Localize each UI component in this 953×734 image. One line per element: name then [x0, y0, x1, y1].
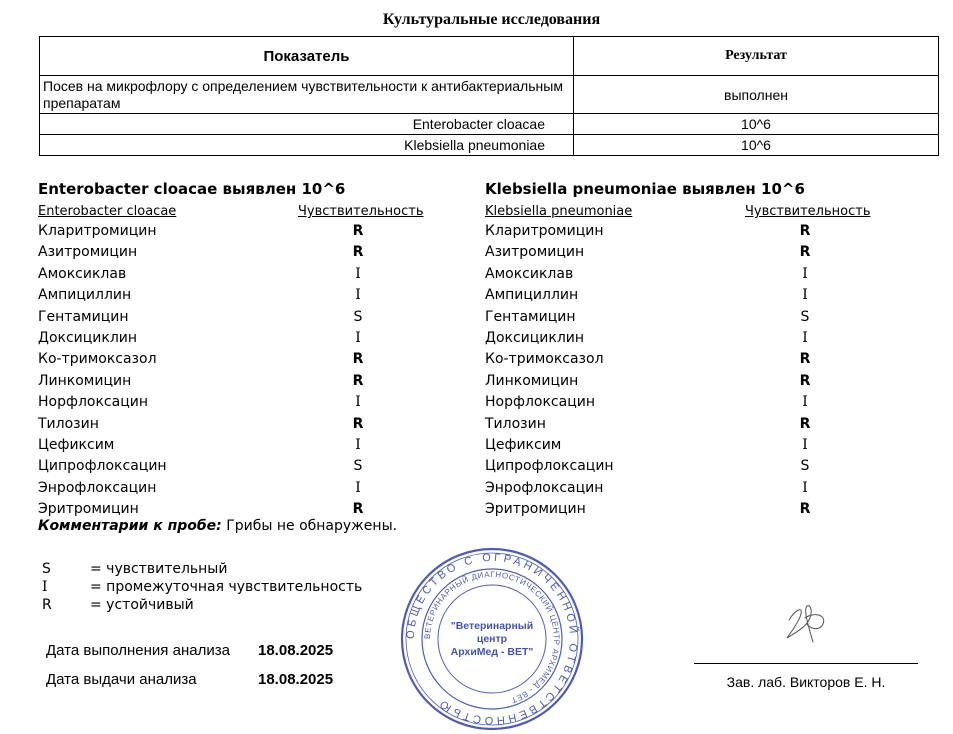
- sensitivity-row: [38, 349, 478, 370]
- signature-line: [694, 663, 918, 664]
- sample-comment: [38, 518, 397, 534]
- sensitivity-row: [485, 456, 925, 477]
- column-header-indicator: Показатель: [40, 37, 574, 76]
- sensitivity-header: Klebsiella pneumoniae выявлен 10^6: [485, 180, 805, 198]
- sensitivity-row: [485, 264, 925, 285]
- drug-name: Тилозин: [485, 415, 546, 432]
- drug-name: Кларитромицин: [485, 223, 604, 239]
- stamp-outer-ring-text: ОБЩЕСТВО С ОГРАНИЧЕННОЙ ОТВЕТСТВЕННОСТЬЮ: [404, 551, 580, 727]
- sensitivity-value: I: [355, 329, 361, 346]
- drug-name: Ко-тримоксазол: [485, 351, 604, 368]
- stamp-center-text: "Ветеринарный центр АрхиМед - ВЕТ": [450, 620, 534, 658]
- drug-name: Цефиксим: [485, 436, 562, 453]
- sensitivity-row: [38, 328, 478, 349]
- drug-name: Азитромицин: [485, 244, 585, 261]
- drug-name: Энрофлоксацин: [485, 479, 604, 496]
- drug-name: Эритромицин: [38, 501, 139, 518]
- table-row: [40, 76, 939, 114]
- drug-name: Доксициклин: [485, 329, 585, 346]
- drug-name: Амоксиклав: [485, 265, 574, 282]
- sensitivity-row: [38, 242, 478, 263]
- sensitivity-row: [485, 221, 925, 242]
- drug-name: Тилозин: [38, 415, 99, 432]
- drug-name: Гентамицин: [485, 308, 576, 325]
- sensitivity-column-label: Чувствительность: [298, 204, 424, 219]
- comment-label: Комментарии к пробе:: [38, 518, 222, 534]
- drug-name: Доксициклин: [38, 329, 138, 346]
- indicator-cell: Посев на микрофлору с определением чувствительности к антибактериальным препаратам: [40, 76, 574, 114]
- legend-key: I: [42, 579, 48, 595]
- sensitivity-value: R: [799, 501, 811, 518]
- sensitivity-row: [38, 371, 478, 392]
- table-row: [40, 114, 939, 135]
- sensitivity-row: [38, 307, 478, 328]
- sensitivity-value: S: [800, 308, 810, 325]
- sensitivity-row: [485, 242, 925, 263]
- sensitivity-row: [38, 435, 478, 456]
- date-done-label: Дата выполнения анализа: [46, 642, 230, 659]
- sensitivity-value: R: [352, 372, 364, 389]
- drug-name: Ципрофлоксацин: [38, 458, 167, 475]
- sensitivity-value: R: [799, 372, 811, 389]
- drug-name: Ципрофлоксацин: [485, 458, 614, 475]
- organism-label: Enterobacter cloacae: [38, 204, 177, 219]
- drug-name: Линкомицин: [38, 372, 132, 389]
- sensitivity-value: I: [802, 329, 808, 346]
- sensitivity-row: [38, 456, 478, 477]
- drug-name: Амоксиклав: [38, 265, 127, 282]
- legend-text: = устойчивый: [90, 597, 194, 613]
- sensitivity-value: R: [352, 223, 364, 239]
- date-issued-value: 18.08.2025: [258, 671, 334, 688]
- sensitivity-column-label: Чувствительность: [745, 204, 871, 219]
- sensitivity-row: [485, 392, 925, 413]
- column-header-result: Результат: [574, 37, 939, 76]
- date-issued-label: Дата выдачи анализа: [46, 671, 197, 688]
- organism-cell: Enterobacter cloacae: [40, 114, 574, 135]
- sensitivity-value: I: [802, 436, 808, 453]
- result-cell: 10^6: [574, 114, 939, 135]
- comment-text: Грибы не обнаружены.: [226, 518, 398, 534]
- drug-name: Ампициллин: [485, 287, 579, 304]
- signatory-name: Зав. лаб. Викторов Е. Н.: [726, 674, 886, 690]
- sensitivity-row: [38, 414, 478, 435]
- sensitivity-value: I: [802, 479, 808, 496]
- sensitivity-header: Enterobacter cloacae выявлен 10^6: [38, 180, 346, 198]
- drug-name: Энрофлоксацин: [38, 479, 157, 496]
- drug-name: Линкомицин: [485, 372, 579, 389]
- drug-name: Кларитромицин: [38, 223, 157, 239]
- sensitivity-value: R: [352, 501, 364, 518]
- sensitivity-panel-klebsiella: [485, 178, 925, 520]
- sensitivity-value: I: [355, 436, 361, 453]
- legend-text: = чувствительный: [90, 561, 228, 577]
- sensitivity-panel-enterobacter: [38, 178, 478, 520]
- sensitivity-row: [38, 478, 478, 499]
- sensitivity-value: R: [799, 415, 811, 432]
- sensitivity-value: I: [355, 394, 361, 411]
- legend-text: = промежуточная чувствительность: [90, 579, 363, 595]
- drug-name: Ампициллин: [38, 287, 132, 304]
- table-row: [40, 135, 939, 156]
- results-table: [39, 36, 939, 156]
- sensitivity-row: [485, 349, 925, 370]
- sensitivity-value: I: [355, 479, 361, 496]
- table-header-row: [40, 37, 939, 76]
- sensitivity-value: R: [799, 223, 811, 239]
- sensitivity-value: I: [802, 287, 808, 304]
- result-cell: 10^6: [574, 135, 939, 156]
- organism-label: Klebsiella pneumoniae: [485, 204, 633, 219]
- signature-mark: [783, 598, 833, 644]
- page-title: Культуральные исследования: [382, 11, 601, 28]
- sensitivity-row: [485, 371, 925, 392]
- legend-key: R: [42, 597, 52, 613]
- sensitivity-value: S: [800, 458, 810, 475]
- sensitivity-row: [38, 221, 478, 242]
- legend-item: [42, 560, 382, 578]
- analysis-dates: [46, 640, 366, 698]
- sensitivity-value: I: [355, 287, 361, 304]
- organism-cell: Klebsiella pneumoniae: [40, 135, 574, 156]
- drug-name: Цефиксим: [38, 436, 115, 453]
- sensitivity-row: [485, 414, 925, 435]
- sensitivity-value: S: [353, 308, 363, 325]
- date-done-row: [46, 640, 366, 669]
- sensitivity-value: S: [353, 458, 363, 475]
- sensitivity-subheader: [38, 202, 478, 221]
- legend-key: S: [42, 561, 51, 577]
- sensitivity-row: [485, 307, 925, 328]
- legend-item: [42, 596, 382, 614]
- clinic-stamp: [397, 544, 587, 734]
- sensitivity-row: [485, 435, 925, 456]
- drug-name: Ко-тримоксазол: [38, 351, 157, 368]
- sensitivity-row: [485, 478, 925, 499]
- drug-name: Норфлоксацин: [485, 394, 595, 411]
- sensitivity-row: [38, 392, 478, 413]
- sensitivity-row: [485, 499, 925, 520]
- sensitivity-value: R: [352, 244, 364, 261]
- sensitivity-row: [38, 264, 478, 285]
- sensitivity-value: R: [352, 415, 364, 432]
- legend-item: [42, 578, 382, 596]
- sensitivity-row: [38, 285, 478, 306]
- result-cell: выполнен: [574, 76, 939, 114]
- sensitivity-value: R: [799, 244, 811, 261]
- stamp-inner-ring-text: ВЕТЕРИНАРНЫЙ ДИАГНОСТИЧЕСКИЙ ЦЕНТР АРХИМЕД - ВЕТ: [422, 569, 562, 705]
- drug-name: Эритромицин: [485, 501, 586, 518]
- sensitivity-value: R: [352, 351, 364, 368]
- sensitivity-value: I: [802, 394, 808, 411]
- drug-name: Норфлоксацин: [38, 394, 148, 411]
- sensitivity-value: R: [799, 351, 811, 368]
- sensitivity-subheader: [485, 202, 925, 221]
- sensitivity-value: I: [802, 265, 808, 282]
- sensitivity-value: I: [355, 265, 361, 282]
- drug-name: Азитромицин: [38, 244, 138, 261]
- drug-name: Гентамицин: [38, 308, 129, 325]
- date-issued-row: [46, 669, 366, 698]
- sensitivity-row: [485, 328, 925, 349]
- date-done-value: 18.08.2025: [258, 642, 334, 659]
- sensitivity-row: [485, 285, 925, 306]
- legend: [42, 560, 382, 614]
